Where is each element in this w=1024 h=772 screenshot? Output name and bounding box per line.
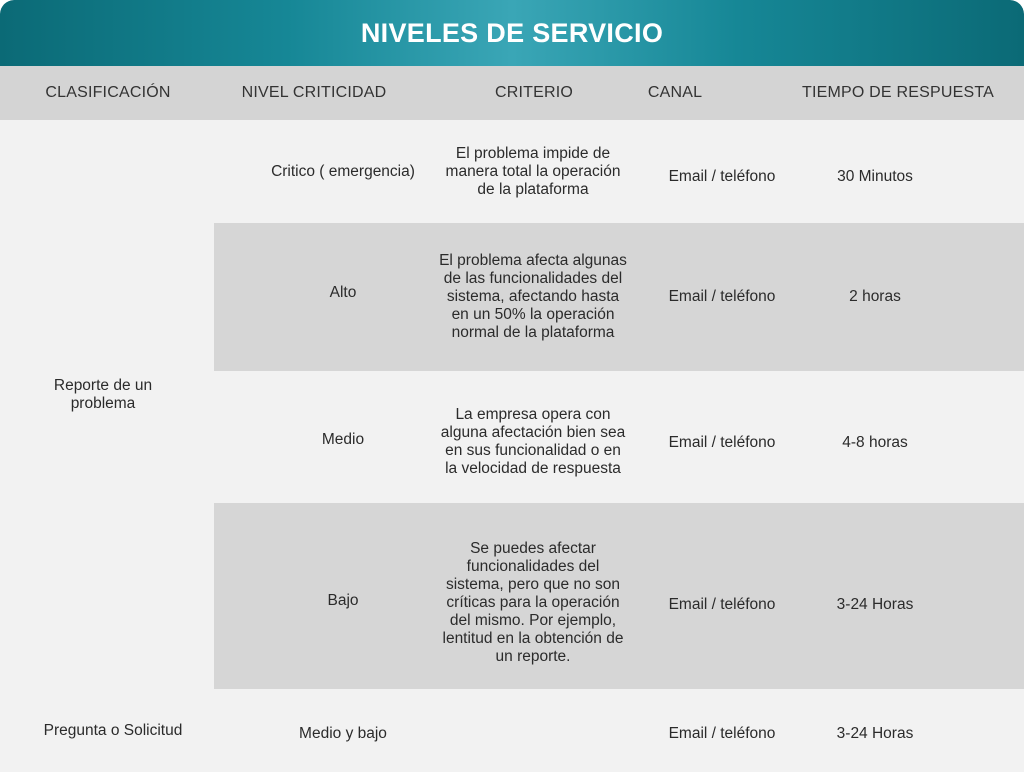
page-title: NIVELES DE SERVICIO (360, 17, 664, 48)
nivel-cell: Critico ( emergencia) (271, 163, 415, 180)
clasificacion-pregunta: Pregunta o Solicitud (43, 722, 183, 739)
table-header-row (0, 66, 1024, 120)
tiempo-cell: 30 Minutos (837, 168, 913, 185)
header-canal: CANAL (647, 84, 703, 101)
tiempo-cell: 3-24 Horas (836, 596, 914, 613)
criterio-cell: El problema impide de manera total la operación de la plataforma (445, 145, 621, 198)
header-clasificacion: CLASIFICACIÓN (45, 84, 171, 101)
tiempo-cell: 2 horas (849, 288, 901, 305)
nivel-cell: Medio y bajo (299, 725, 387, 742)
header-nivel-criticidad: NIVEL CRITICIDAD (241, 84, 387, 101)
criterio-cell: El problema afecta algunas de las funcionalidades del sistema, afectando hasta en un 50% la operación normal de la plataforma (439, 252, 627, 341)
nivel-cell: Medio (321, 431, 365, 448)
nivel-cell: Bajo (327, 592, 359, 609)
canal-cell: Email / teléfono (668, 168, 776, 185)
canal-cell: Email / teléfono (668, 288, 776, 305)
nivel-cell: Alto (329, 284, 357, 301)
title-bar (0, 0, 1024, 66)
tiempo-cell: 4-8 horas (842, 434, 908, 451)
header-tiempo-respuesta: TIEMPO DE RESPUESTA (802, 84, 994, 101)
criterio-cell: La empresa opera con alguna afectación bien sea en sus funcionalidad o en la velocidad de respuesta (440, 406, 626, 477)
header-criterio: CRITERIO (494, 84, 574, 101)
canal-cell: Email / teléfono (668, 725, 776, 742)
tiempo-cell: 3-24 Horas (836, 725, 914, 742)
criterio-cell: Se puedes afectar funcionalidades del sistema, pero que no son críticas para la operación del mismo. Por ejemplo, lentitud en la obtención de un reporte. (442, 540, 624, 665)
canal-cell: Email / teléfono (668, 596, 776, 613)
criterio-cell (438, 718, 628, 750)
canal-cell: Email / teléfono (668, 434, 776, 451)
clasificacion-reporte: Reporte de un problema (53, 377, 153, 412)
